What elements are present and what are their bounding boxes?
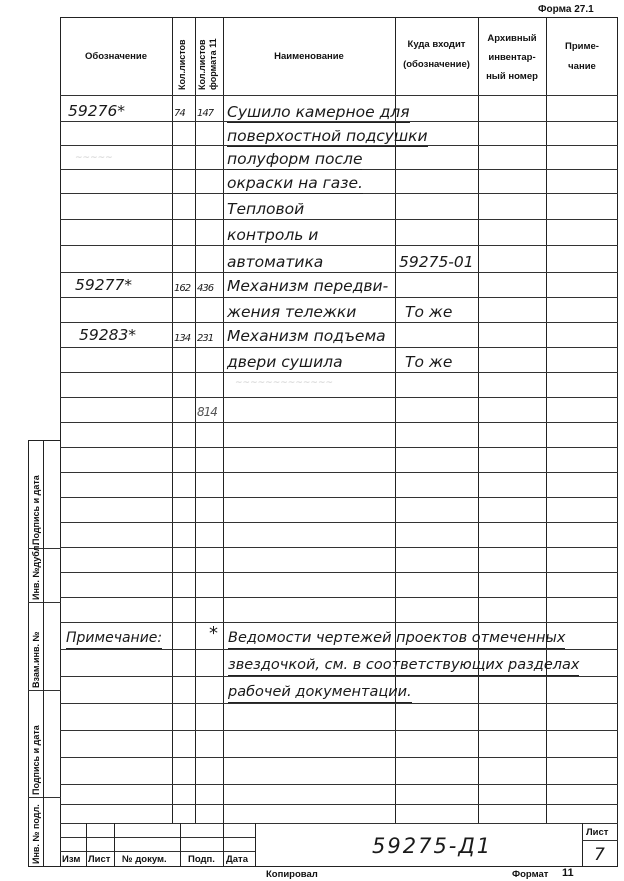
row1-where-used: 59275-01: [399, 253, 474, 271]
row-rule: [60, 804, 618, 805]
row3-sheets: 134: [174, 333, 191, 344]
row-rule: [60, 547, 618, 548]
side-sign-date-1: Подпись и дата: [31, 475, 41, 545]
stamp-doc-no: № докум.: [122, 854, 167, 865]
row3-where-used: То же: [405, 353, 453, 371]
row1-name-7: автоматика: [227, 253, 324, 271]
row-rule: [60, 397, 618, 398]
row-rule: [60, 497, 618, 498]
stamp-izm: Изм: [62, 854, 81, 865]
note-line-1: Ведомости чертежей проектов отмеченных: [228, 628, 565, 649]
note-star: *: [209, 623, 218, 644]
header-sheets-a11-2: формата 11: [208, 38, 218, 90]
row-rule: [60, 622, 618, 623]
row2-designation: 59277*: [75, 276, 133, 294]
row1-name-6: контроль и: [227, 226, 319, 244]
row-rule: [60, 447, 618, 448]
header-where-used-1: Куда входит: [407, 39, 466, 50]
header-designation: Обозначение: [84, 51, 148, 62]
stamp-date: Дата: [226, 854, 248, 865]
row-rule: [60, 649, 618, 650]
row1-name-5: Тепловой: [227, 200, 305, 218]
stamp-sheet-no: 7: [594, 845, 605, 865]
stamp-designation: 59275-Д1: [372, 834, 493, 858]
row1-designation: 59276*: [68, 102, 126, 120]
row-rule: [60, 703, 618, 704]
header-note-1: Приме-: [565, 41, 599, 52]
header-archive-1: Архивный: [487, 33, 537, 44]
header-archive-2: инвентар-: [488, 52, 536, 63]
row-rule: [60, 472, 618, 473]
row-rule: [60, 272, 618, 273]
total-a11: 814: [197, 405, 217, 419]
row1-sheets-a11: 147: [197, 108, 214, 119]
side-dup-inv: Инв. №дубл.: [31, 543, 41, 600]
header-name: Наименование: [274, 51, 344, 62]
row-rule: [60, 757, 618, 758]
side-orig-inv: Инв. № подл.: [31, 804, 41, 864]
row1-sheets: 74: [174, 108, 185, 119]
row1-name-2: поверхостной подсушки: [227, 127, 428, 145]
row-rule: [60, 676, 618, 677]
stamp-list: Лист: [88, 854, 111, 865]
footer-format-label: Формат: [512, 869, 549, 880]
header-note-2: чание: [568, 61, 596, 72]
row3-sheets-a11: 231: [197, 333, 214, 344]
side-sign-date-2: Подпись и дата: [31, 725, 41, 795]
row2-where-used: То же: [405, 303, 453, 321]
row2-sheets: 162: [174, 283, 191, 294]
faint-mark: ~~~~~~~~~~~~~: [235, 378, 334, 388]
header-sheets: Кол.листов: [177, 39, 187, 90]
note-label: Примечание:: [66, 628, 162, 649]
row-rule: [60, 297, 618, 298]
note-line-2: звездочкой, см. в соответствующих разделах: [228, 655, 579, 676]
row2-name-1: Механизм передви-: [227, 277, 389, 295]
row3-name-1: Механизм подъема: [227, 327, 386, 345]
row3-designation: 59283*: [79, 326, 137, 344]
side-replace-inv: Взам.инв. №: [31, 631, 41, 688]
row-rule: [60, 784, 618, 785]
row-rule: [60, 347, 618, 348]
row1-name-3: полуформ после: [227, 150, 363, 168]
row-rule: [60, 219, 618, 220]
stamp-sign: Подп.: [188, 854, 215, 865]
footer-copied: Копировал: [266, 869, 318, 880]
header-where-used-2: (обозначение): [403, 59, 470, 70]
row2-sheets-a11: 436: [197, 283, 214, 294]
row1-name-4: окраски на газе.: [227, 174, 363, 192]
row-rule: [60, 245, 618, 246]
row2-name-2: жения тележки: [227, 303, 357, 321]
form-label: Форма 27.1: [538, 4, 594, 15]
row-rule: [60, 730, 618, 731]
row3-name-2: двери сушила: [227, 353, 343, 371]
header-sheets-a11-1: Кол.листов: [197, 39, 207, 90]
row-rule: [60, 572, 618, 573]
row1-name-1: Сушило камерное для: [227, 103, 410, 121]
row-rule: [60, 372, 618, 373]
faint-mark: ~~~~~: [75, 153, 113, 163]
row-rule: [60, 422, 618, 423]
row-rule: [60, 522, 618, 523]
footer-format-value: 11: [562, 867, 574, 879]
row-rule: [60, 322, 618, 323]
stamp-sheet-label: Лист: [586, 827, 609, 838]
header-archive-3: ный номер: [486, 71, 538, 82]
note-line-3: рабочей документации.: [228, 682, 412, 703]
row-rule: [60, 597, 618, 598]
